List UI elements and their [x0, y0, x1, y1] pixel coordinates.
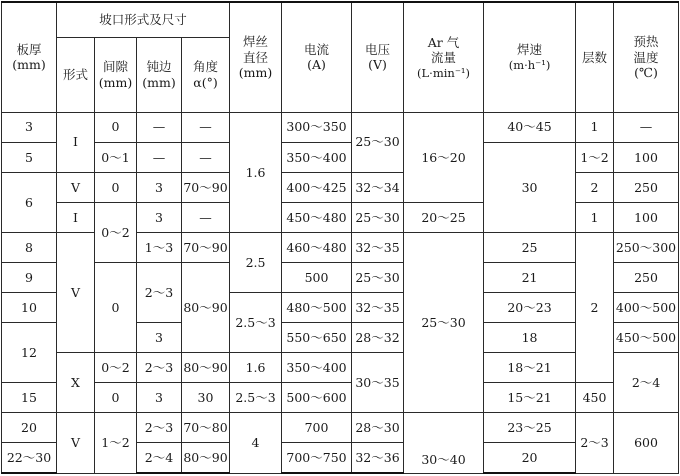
cell-thickness: 3	[2, 112, 57, 142]
cell-voltage: 32～34	[352, 172, 404, 202]
header-thickness-label: 板厚	[16, 41, 42, 57]
header-root-face-unit: (mm)	[142, 74, 176, 90]
cell-ar-flow: 20～25	[404, 202, 484, 232]
cell-gap: 0	[95, 112, 137, 142]
cell-form: X	[57, 353, 95, 413]
cell-layers: 2	[576, 232, 614, 382]
cell-current: 350～400	[282, 353, 352, 383]
cell-preheat: 250	[614, 263, 679, 293]
cell-current: 300～350	[282, 112, 352, 142]
cell-angle: 70～80	[182, 413, 230, 443]
cell-layers: 2	[576, 172, 614, 202]
header-gap-unit: (mm)	[98, 74, 133, 90]
cell-root-face: 3	[137, 172, 182, 202]
cell-gap: 0～1	[95, 142, 137, 172]
cell-speed: 23～25	[484, 413, 576, 443]
header-layers: 层数	[576, 2, 614, 112]
cell-root-face: 2～3	[137, 413, 182, 443]
cell-speed: 15～21	[484, 383, 576, 413]
cell-speed: 18～21	[484, 353, 576, 383]
table-row	[2, 172, 679, 202]
cell-preheat: 250	[614, 172, 679, 202]
cell-preheat: 400～500	[614, 293, 679, 323]
cell-current: 550～650	[282, 323, 352, 353]
cell-wire: 1.6	[230, 112, 282, 232]
header-wire	[230, 2, 282, 112]
cell-voltage: 25～30	[352, 263, 404, 293]
cell-angle: 80～90	[182, 443, 230, 473]
cell-thickness: 6	[2, 172, 57, 232]
cell-current: 400～425	[282, 172, 352, 202]
cell-root-face: 2～3	[137, 353, 182, 383]
header-angle	[182, 37, 230, 112]
cell-preheat: 100	[614, 142, 679, 172]
cell-ar-flow: 30～40	[404, 413, 484, 473]
cell-current: 350～400	[282, 142, 352, 172]
cell-speed: 21	[484, 263, 576, 293]
header-groove: 坡口形式及尺寸	[57, 2, 230, 37]
cell-ar-flow: 25～30	[404, 232, 484, 412]
cell-wire: 1.6	[230, 353, 282, 383]
cell-angle: 80～90	[182, 353, 230, 383]
header-wire-unit: (mm)	[238, 65, 273, 81]
cell-preheat: 450～500	[614, 323, 679, 353]
cell-root-face: 3	[137, 323, 182, 353]
cell-thickness: 15	[2, 383, 57, 413]
cell-wire: 2.5～3	[230, 383, 282, 413]
cell-angle: 80～90	[182, 263, 230, 353]
cell-thickness: 22～30	[2, 443, 57, 473]
cell-gap: 1～2	[95, 413, 137, 473]
header-root-face-label: 钝边	[146, 59, 172, 75]
cell-current: 460～480	[282, 232, 352, 262]
cell-angle: —	[182, 112, 230, 142]
cell-current: 450～480	[282, 202, 352, 232]
welding-parameter-table	[1, 1, 679, 474]
cell-thickness: 8	[2, 232, 57, 262]
cell-ar-flow: 16～20	[404, 112, 484, 202]
cell-voltage: 30～35	[352, 353, 404, 413]
cell-preheat: 450	[576, 383, 614, 413]
cell-root-face: —	[137, 112, 182, 142]
cell-voltage: 32～36	[352, 443, 404, 473]
cell-root-face: 1～3	[137, 232, 182, 262]
cell-gap: 0	[95, 172, 137, 202]
cell-gap: 0～2	[95, 353, 137, 383]
header-current-unit: (A)	[307, 57, 326, 73]
cell-thickness: 20	[2, 413, 57, 443]
cell-preheat: 100	[614, 202, 679, 232]
header-wire-label: 焊丝	[243, 33, 269, 49]
cell-thickness: 12	[2, 323, 57, 383]
header-root-face	[137, 37, 182, 112]
cell-root-face: 2～4	[137, 443, 182, 473]
cell-wire: 2.5	[230, 232, 282, 292]
cell-voltage: 25～30	[352, 112, 404, 172]
cell-current: 500～600	[282, 383, 352, 413]
header-speed	[484, 2, 576, 112]
cell-root-face: —	[137, 142, 182, 172]
cell-preheat: —	[614, 112, 679, 142]
header-form: 形式	[57, 37, 95, 112]
header-preheat	[614, 2, 679, 112]
cell-gap: 0	[95, 263, 137, 353]
cell-voltage: 32～35	[352, 232, 404, 262]
table-row	[2, 413, 679, 443]
cell-speed: 40～45	[484, 112, 576, 142]
cell-voltage: 28～32	[352, 323, 404, 353]
header-voltage	[352, 2, 404, 112]
cell-wire: 4	[230, 413, 282, 473]
header-current-label: 电流	[304, 41, 330, 57]
cell-layers: 1	[576, 202, 614, 232]
cell-angle: 70～90	[182, 232, 230, 262]
header-gap-label: 间隙	[102, 59, 128, 75]
header-voltage-label: 电压	[365, 41, 391, 57]
cell-layers: 1～2	[576, 142, 614, 172]
cell-thickness: 10	[2, 293, 57, 323]
cell-speed: 20	[484, 443, 576, 473]
header-preheat-label-2: 温度	[633, 49, 659, 65]
cell-speed: 18	[484, 323, 576, 353]
cell-form: I	[57, 112, 95, 172]
cell-wire: 2.5～3	[230, 293, 282, 353]
cell-preheat: 600	[614, 413, 679, 473]
header-speed-label: 焊速	[517, 42, 543, 58]
cell-current: 500	[282, 263, 352, 293]
cell-form: V	[57, 172, 95, 202]
cell-gap: 0～2	[95, 202, 137, 262]
cell-voltage: 28～30	[352, 413, 404, 443]
cell-angle: —	[182, 202, 230, 232]
cell-current: 700～750	[282, 443, 352, 473]
cell-angle: 70～90	[182, 172, 230, 202]
cell-speed: 25	[484, 232, 576, 262]
header-ar-label-2: 流量	[431, 50, 457, 66]
cell-thickness: 9	[2, 263, 57, 293]
header-speed-unit: (m·h⁻¹)	[508, 57, 551, 72]
header-ar-label: Ar 气	[427, 34, 460, 50]
cell-gap: 0	[95, 383, 137, 413]
cell-angle: 30	[182, 383, 230, 413]
cell-form: V	[57, 413, 95, 473]
header-voltage-unit: (V)	[368, 57, 387, 73]
header-preheat-label: 预热	[633, 33, 659, 49]
cell-speed: 30	[484, 142, 576, 232]
table-row	[2, 112, 679, 142]
cell-layers: 1	[576, 112, 614, 142]
cell-voltage: 32～35	[352, 293, 404, 323]
header-current	[282, 2, 352, 112]
cell-current: 700	[282, 413, 352, 443]
header-gap	[95, 37, 137, 112]
cell-root-face: 3	[137, 383, 182, 413]
header-preheat-unit: (℃)	[634, 65, 658, 81]
header-thickness	[2, 2, 57, 112]
cell-voltage: 25～30	[352, 202, 404, 232]
header-ar-flow	[404, 2, 484, 112]
cell-layers: 2～4	[614, 353, 679, 413]
cell-root-face: 3	[137, 202, 182, 232]
header-row-1	[2, 2, 679, 37]
cell-speed: 20～23	[484, 293, 576, 323]
cell-form: I	[57, 202, 95, 232]
header-angle-unit: α(°)	[193, 74, 218, 90]
cell-thickness: 5	[2, 142, 57, 172]
table-row	[2, 383, 679, 413]
cell-angle: —	[182, 142, 230, 172]
cell-preheat: 250～300	[614, 232, 679, 262]
header-wire-label-2: 直径	[243, 49, 269, 65]
header-ar-unit: (L·min⁻¹)	[417, 65, 470, 80]
cell-root-face: 2～3	[137, 263, 182, 323]
cell-current: 480～500	[282, 293, 352, 323]
cell-layers: 2～3	[576, 413, 614, 473]
table-row	[2, 202, 679, 232]
header-angle-label: 角度	[193, 59, 219, 75]
header-thickness-unit: (mm)	[12, 57, 46, 73]
table-row	[2, 142, 679, 172]
cell-form: V	[57, 232, 95, 352]
